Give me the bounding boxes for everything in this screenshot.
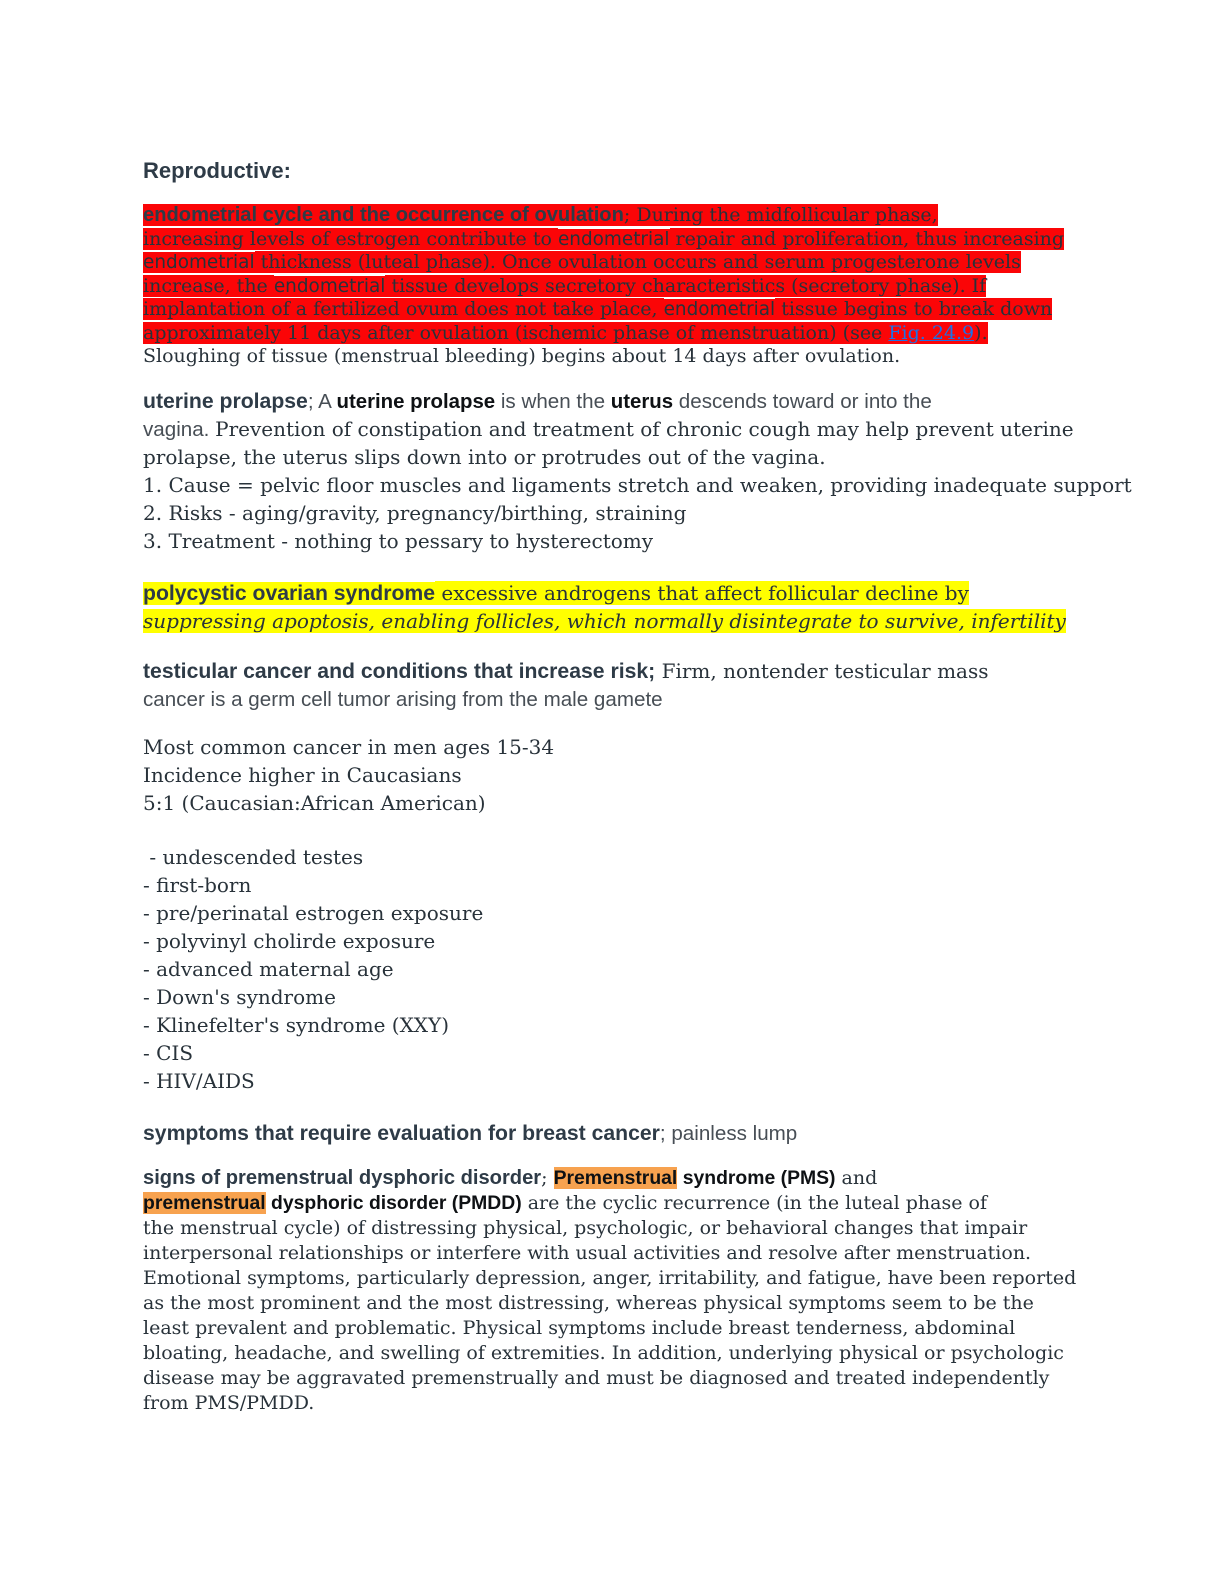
highlighted-text-segment: polycystic ovarian syndrome bbox=[143, 581, 436, 605]
section-pmdd-line-3 bbox=[143, 1216, 1081, 1241]
section-endometrial-line-2 bbox=[143, 228, 1081, 252]
section-risk-factors-line-3 bbox=[143, 900, 1081, 928]
section-pmdd-line-9 bbox=[143, 1366, 1081, 1391]
highlighted-text-segment: premenstrual bbox=[143, 1191, 266, 1214]
text-segment: ; A bbox=[307, 389, 337, 413]
section-endometrial-line-1 bbox=[143, 204, 1081, 228]
section-pmdd-line-2 bbox=[143, 1191, 1081, 1216]
highlighted-text-segment: endometrial bbox=[663, 299, 776, 320]
section-uterine-line-6 bbox=[143, 528, 1081, 556]
text-segment: Incidence higher in Caucasians bbox=[143, 762, 462, 787]
section-pmdd-line-6 bbox=[143, 1291, 1081, 1316]
section-pcos-line-1 bbox=[143, 580, 1081, 608]
section-risk-factors-line-2 bbox=[143, 872, 1081, 900]
text-segment: disease may be aggravated premenstrually and must be diagnosed and treated independently bbox=[143, 1366, 1050, 1389]
highlighted-text-segment: suppressing apoptosis, enabling follicles, which normally disintegrate to survive, infertility bbox=[143, 608, 1066, 633]
section-uterine-line-5 bbox=[143, 500, 1081, 528]
text-segment: - CIS bbox=[143, 1040, 194, 1065]
section-breast bbox=[143, 1120, 1081, 1148]
section-testicular bbox=[143, 658, 1081, 714]
section-risk-factors-line-6 bbox=[143, 984, 1081, 1012]
text-segment: 2. Risks - aging/gravity, pregnancy/birthing, straining bbox=[143, 500, 687, 525]
text-segment: uterine prolapse bbox=[143, 389, 308, 413]
text-segment: uterine prolapse bbox=[336, 390, 496, 413]
highlighted-text-segment: tissue develops secretory characteristics (secretory phase). If bbox=[385, 274, 987, 297]
text-segment: prolapse, the uterus slips down into or protrudes out of the vagina. bbox=[143, 444, 826, 469]
text-segment: - advanced maternal age bbox=[143, 956, 394, 981]
text-segment: are the cyclic recurrence (in the luteal phase of bbox=[521, 1191, 987, 1214]
text-segment: 3. Treatment - nothing to pessary to hysterectomy bbox=[143, 528, 654, 553]
text-segment: from PMS/PMDD. bbox=[143, 1391, 315, 1414]
section-uterine-line-3 bbox=[143, 444, 1081, 472]
section-endometrial-line-7 bbox=[143, 345, 1081, 369]
section-pmdd-line-8 bbox=[143, 1341, 1081, 1366]
text-segment: ; bbox=[541, 1166, 554, 1189]
highlighted-text-segment: excessive androgens that affect follicular decline by bbox=[435, 580, 969, 605]
section-testicular-line-2 bbox=[143, 686, 1081, 714]
highlighted-text-segment: Premenstrual bbox=[553, 1166, 678, 1189]
highlighted-text-segment: endometrial bbox=[143, 252, 255, 273]
section-pmdd bbox=[143, 1166, 1081, 1416]
text-segment: - first-born bbox=[143, 872, 252, 897]
text-segment: is when the bbox=[495, 389, 611, 413]
text-segment: ; painless lump bbox=[659, 1121, 798, 1145]
text-segment: Emotional symptoms, particularly depression, anger, irritability, and fatigue, have been reported bbox=[143, 1266, 1077, 1289]
text-segment: dysphoric disorder (PMDD) bbox=[271, 1191, 522, 1214]
section-risk-factors-line-8 bbox=[143, 1040, 1081, 1068]
text-segment: interpersonal relationships or interfere with usual activities and resolve after menstruation. bbox=[143, 1241, 1032, 1264]
highlighted-text-segment: approximately 11 days after ovulation (ischemic phase of menstruation) (see bbox=[143, 321, 889, 344]
text-segment: 5:1 (Caucasian:African American) bbox=[143, 790, 486, 815]
section-pmdd-line-1 bbox=[143, 1166, 1081, 1191]
section-pcos bbox=[143, 580, 1081, 636]
highlighted-text-segment: ). bbox=[974, 321, 988, 344]
section-pcos-line-2 bbox=[143, 608, 1081, 636]
section-stats-line-1 bbox=[143, 734, 1081, 762]
highlighted-text-segment: increasing levels of estrogen contribute to bbox=[143, 227, 558, 250]
text-segment: signs of premenstrual dysphoric disorder bbox=[143, 1166, 542, 1189]
section-risk-factors-line-7 bbox=[143, 1012, 1081, 1040]
section-breast-line-1 bbox=[143, 1120, 1081, 1148]
section-risk-factors-line-9 bbox=[143, 1068, 1081, 1096]
section-uterine-line-1 bbox=[143, 388, 1081, 416]
section-stats bbox=[143, 734, 1081, 818]
section-uterine bbox=[143, 388, 1132, 556]
section-pmdd-line-7 bbox=[143, 1316, 1081, 1341]
text-segment: - Down's syndrome bbox=[143, 984, 336, 1009]
fig-24-9-link[interactable]: Fig. 24.9 bbox=[888, 321, 975, 344]
text-segment: - HIV/AIDS bbox=[143, 1068, 255, 1093]
section-risk-factors-line-5 bbox=[143, 956, 1081, 984]
text-segment: uterus bbox=[610, 390, 674, 413]
highlighted-text-segment: endometrial bbox=[273, 275, 386, 297]
page-title: Reproductive: bbox=[143, 158, 291, 183]
section-risk-factors bbox=[143, 844, 1081, 1096]
text-segment: the menstrual cycle) of distressing physical, psychologic, or behavioral changes that impair bbox=[143, 1216, 1028, 1239]
text-segment: symptoms that require evaluation for breast cancer bbox=[143, 1121, 660, 1145]
text-segment: Firm, nontender testicular mass bbox=[655, 658, 989, 683]
section-endometrial-line-6 bbox=[143, 322, 1081, 346]
section-stats-line-2 bbox=[143, 762, 1081, 790]
highlighted-text-segment: repair and proliferation, thus increasing bbox=[669, 227, 1065, 250]
text-segment: Prevention of constipation and treatment of chronic cough may help prevent uterine bbox=[215, 416, 1074, 441]
section-uterine-line-4 bbox=[143, 472, 1132, 500]
section-endometrial-line-4 bbox=[143, 275, 1081, 299]
text-segment: syndrome (PMS) bbox=[682, 1166, 836, 1189]
text-segment: least prevalent and problematic. Physical symptoms include breast tenderness, abdominal bbox=[143, 1316, 1016, 1339]
section-pmdd-line-10 bbox=[143, 1391, 1081, 1416]
text-segment: Sloughing of tissue (menstrual bleeding) begins about 14 days after ovulation. bbox=[143, 345, 901, 367]
section-testicular-line-1 bbox=[143, 658, 1081, 686]
highlighted-text-segment: endometrial bbox=[557, 228, 670, 250]
text-segment: as the most prominent and the most distressing, whereas physical symptoms seem to be the bbox=[143, 1291, 1034, 1314]
document-body bbox=[143, 204, 1132, 1416]
highlighted-text-segment: increase, the bbox=[143, 274, 274, 297]
text-segment: Most common cancer in men ages 15-34 bbox=[143, 734, 555, 759]
text-segment: testicular cancer and conditions that increase risk; bbox=[143, 659, 656, 683]
highlighted-text-segment: tissue begins to break down bbox=[775, 298, 1053, 320]
text-segment: 1. Cause = pelvic floor muscles and ligaments stretch and weaken, providing inadequate support bbox=[143, 472, 1132, 497]
section-endometrial-line-3 bbox=[143, 251, 1081, 275]
text-segment: bloating, headache, and swelling of extremities. In addition, underlying physical or psychologic bbox=[143, 1341, 1064, 1364]
section-risk-factors-line-1 bbox=[143, 844, 1081, 872]
highlighted-text-segment: implantation of a fertilized ovum does not take place, bbox=[143, 298, 664, 320]
text-segment: - undescended testes bbox=[143, 844, 364, 869]
section-stats-line-3 bbox=[143, 790, 1081, 818]
highlighted-text-segment: thickness (luteal phase). Once ovulation occurs and serum progesterone levels bbox=[254, 251, 1021, 273]
text-segment: cancer is a germ cell tumor arising from the male gamete bbox=[143, 687, 663, 711]
text-segment: descends toward or into the bbox=[673, 389, 932, 413]
section-endometrial-line-5 bbox=[143, 298, 1081, 322]
text-segment: - Klinefelter's syndrome (XXY) bbox=[143, 1012, 450, 1037]
section-uterine-line-2 bbox=[143, 416, 1081, 444]
highlighted-text-segment: ; During the midfollicular phase, bbox=[623, 204, 938, 226]
section-endometrial bbox=[143, 204, 1081, 369]
section-pmdd-line-5 bbox=[143, 1266, 1081, 1291]
text-segment: - pre/perinatal estrogen exposure bbox=[143, 900, 484, 925]
text-segment: - polyvinyl cholirde exposure bbox=[143, 928, 436, 953]
section-pmdd-line-4 bbox=[143, 1241, 1081, 1266]
section-risk-factors-line-4 bbox=[143, 928, 1081, 956]
text-segment: and bbox=[835, 1166, 878, 1189]
highlighted-text-segment: endometrial cycle and the occurrence of ovulation bbox=[143, 204, 624, 226]
text-segment: vagina. bbox=[143, 417, 216, 441]
